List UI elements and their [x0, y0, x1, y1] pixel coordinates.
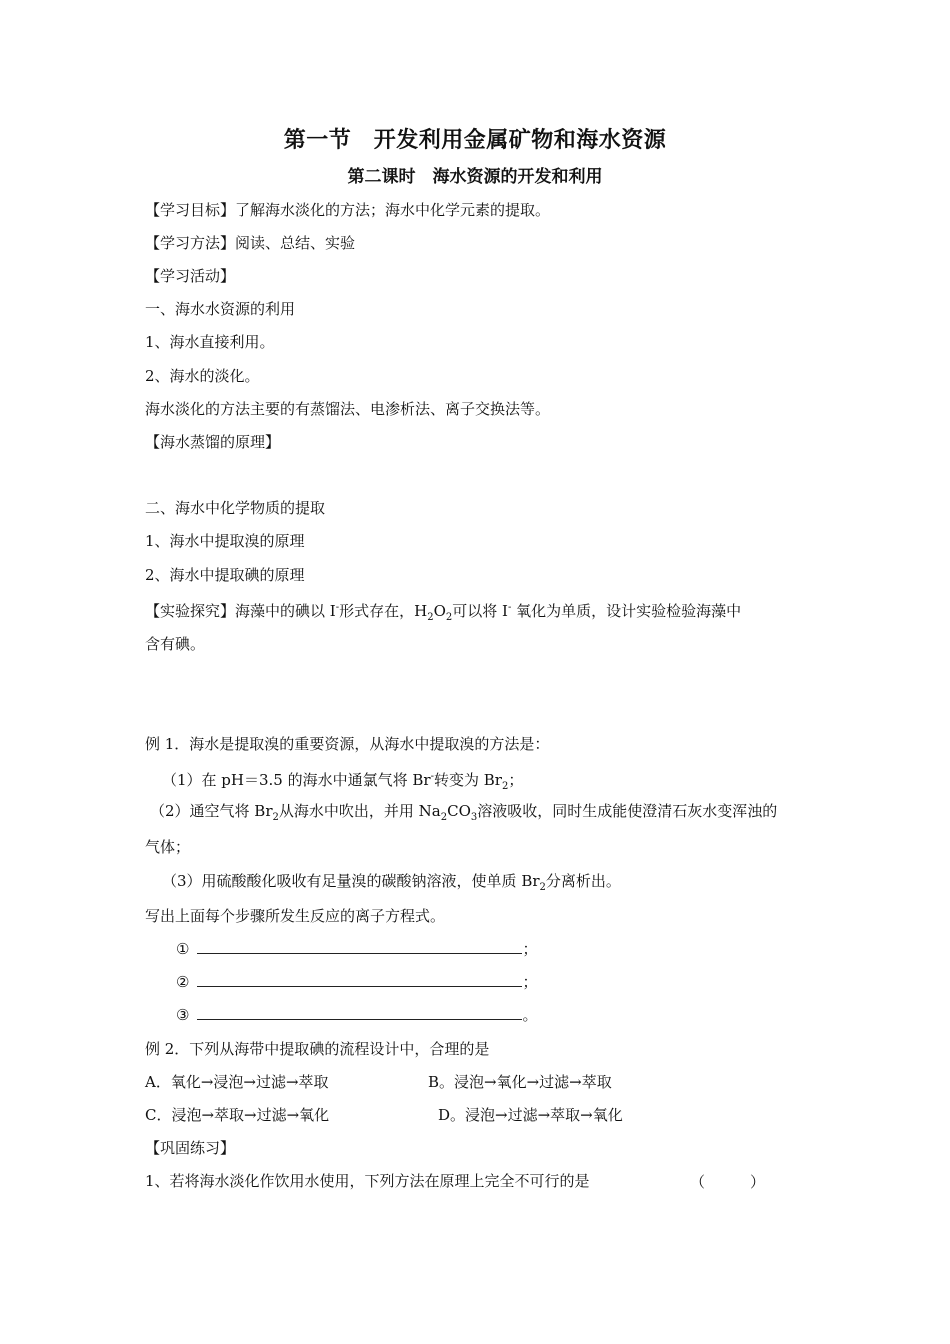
- option-c: C．浸泡→萃取→过滤→氧化: [145, 1106, 330, 1124]
- section1-desc: 海水淡化的方法主要的有蒸馏法、电渗析法、离子交换法等。: [145, 400, 551, 418]
- option-a: A．氧化→浸泡→过滤→萃取: [145, 1073, 329, 1091]
- blank-line[interactable]: [197, 972, 522, 987]
- page-title: 第一节 开发利用金属矿物和海水资源: [283, 127, 667, 153]
- example1-intro: 例 1．海水是提取溴的重要资源，从海水中提取溴的方法是：: [145, 735, 550, 753]
- section2-item1: 1、海水中提取溴的原理: [145, 532, 305, 550]
- blank-line[interactable]: [197, 939, 522, 954]
- section2-item2: 2、海水中提取碘的原理: [145, 566, 305, 584]
- answer-blank-3: ③ 。: [176, 1006, 538, 1024]
- practice-heading: 【巩固练习】: [145, 1139, 236, 1157]
- practice-question-1: 1、若将海水淡化作饮用水使用，下列方法在原理上完全不可行的是: [145, 1172, 590, 1190]
- learning-method: 【学习方法】阅读、总结、实验: [145, 234, 356, 252]
- blank-line[interactable]: [197, 1005, 522, 1020]
- option-d: D。浸泡→过滤→萃取→氧化: [438, 1106, 623, 1124]
- experiment-line1: 【实验探究】海藻中的碘以 I-形式存在，$H_2O_2$可以将 I- 氧化为单质，设计实验检验海藻中: [145, 602, 742, 623]
- learning-activity: 【学习活动】: [145, 267, 236, 285]
- experiment-line2: 含有碘。: [145, 635, 206, 653]
- section1-item2: 2、海水的淡化。: [145, 367, 260, 385]
- section1-item1: 1、海水直接利用。: [145, 333, 275, 351]
- option-b: B。浸泡→氧化→过滤→萃取: [428, 1073, 612, 1091]
- answer-blank-2: ② ；: [176, 973, 538, 991]
- page-subtitle: 第二课时 海水资源的开发和利用: [347, 167, 603, 187]
- example1-step2-line2: 气体；: [145, 838, 191, 856]
- answer-parentheses: （ ）: [690, 1173, 766, 1191]
- answer-blank-1: ① ；: [176, 940, 538, 958]
- section1-heading: 一、海水水资源的利用: [145, 300, 296, 318]
- section1-principle: 【海水蒸馏的原理】: [145, 433, 281, 451]
- example1-step1: （1）在 pH＝3.5 的海水中通氯气将 Br-转变为 $Br_2$；: [162, 771, 524, 792]
- learning-objective: 【学习目标】了解海水淡化的方法；海水中化学元素的提取。: [145, 201, 551, 219]
- example1-step2: （2）通空气将 $Br_2$从海水中吹出，并用 $Na_2CO_3$溶液吸收，同时生成能使澄清石灰水变浑浊的: [150, 802, 778, 823]
- example2-question: 例 2．下列从海带中提取碘的流程设计中，合理的是: [145, 1040, 490, 1058]
- example1-step3: （3）用硫酸酸化吸收有足量溴的碳酸钠溶液，使单质 $Br_2$分离析出。: [162, 872, 621, 893]
- example1-prompt: 写出上面每个步骤所发生反应的离子方程式。: [145, 907, 446, 925]
- section2-heading: 二、海水中化学物质的提取: [145, 499, 326, 517]
